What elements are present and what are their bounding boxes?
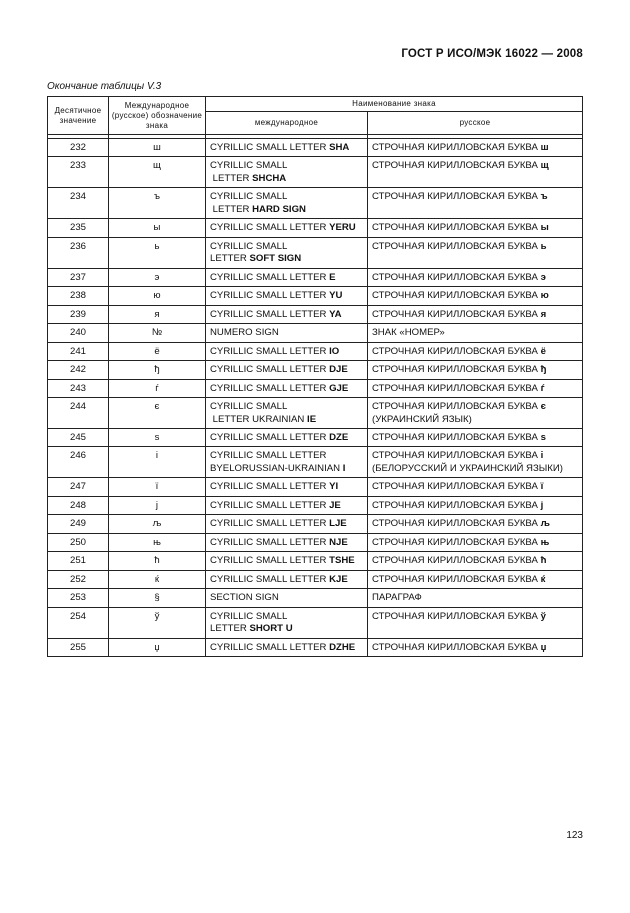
international-name-cell bbox=[206, 324, 368, 342]
russian-name-cell bbox=[368, 268, 583, 286]
international-name-text: CYRILLIC SMALL bbox=[210, 160, 288, 172]
russian-name-text: СТРОЧНАЯ КИРИЛЛОВСКАЯ БУКВА bbox=[372, 345, 541, 357]
international-name-cell bbox=[206, 342, 368, 360]
international-name-line bbox=[210, 241, 363, 253]
table-row bbox=[48, 342, 583, 360]
international-name-line bbox=[210, 450, 363, 462]
decimal-cell: 239 bbox=[48, 305, 109, 323]
decimal-cell: 249 bbox=[48, 515, 109, 533]
international-name-cell bbox=[206, 237, 368, 268]
document-header: ГОСТ Р ИСО/МЭК 16022 — 2008 bbox=[401, 48, 583, 60]
decimal-cell: 253 bbox=[48, 589, 109, 607]
international-name-line bbox=[210, 481, 363, 493]
table-row bbox=[48, 305, 583, 323]
symbol-cell: ї bbox=[109, 478, 206, 496]
international-name-line bbox=[210, 253, 363, 265]
decimal-cell: 238 bbox=[48, 287, 109, 305]
russian-name-line bbox=[372, 272, 578, 284]
international-name-bold: SHORT U bbox=[249, 623, 293, 635]
symbol-cell: ш bbox=[109, 139, 206, 157]
russian-name-text: СТРОЧНАЯ КИРИЛЛОВСКАЯ БУКВА bbox=[372, 573, 541, 585]
russian-name-line bbox=[372, 574, 578, 586]
russian-name-text: СТРОЧНАЯ КИРИЛЛОВСКАЯ БУКВА bbox=[372, 610, 541, 622]
russian-name-cell bbox=[368, 237, 583, 268]
russian-name-text: СТРОЧНАЯ КИРИЛЛОВСКАЯ БУКВА bbox=[372, 401, 541, 413]
international-name-bold: LJE bbox=[329, 518, 347, 530]
russian-name-bold: ў bbox=[540, 610, 546, 622]
russian-name-cell bbox=[368, 324, 583, 342]
russian-name-text: СТРОЧНАЯ КИРИЛЛОВСКАЯ БУКВА bbox=[372, 222, 541, 234]
international-name-bold: KJE bbox=[329, 573, 348, 585]
decimal-cell: 251 bbox=[48, 552, 109, 570]
international-name-line bbox=[210, 173, 363, 185]
russian-name-line: (БЕЛОРУССКИЙ И УКРАИНСКИЙ ЯЗЫКИ) bbox=[372, 462, 563, 474]
russian-name-cell bbox=[368, 570, 583, 588]
decimal-cell: 245 bbox=[48, 428, 109, 446]
decimal-cell: 247 bbox=[48, 478, 109, 496]
international-name-bold: YI bbox=[329, 481, 339, 493]
symbol-cell: ђ bbox=[109, 361, 206, 379]
character-table bbox=[47, 96, 583, 657]
russian-name-line: (УКРАИНСКИЙ ЯЗЫК) bbox=[372, 413, 472, 425]
international-name-line bbox=[210, 142, 363, 154]
russian-name-cell bbox=[368, 533, 583, 551]
header-russian: русское bbox=[368, 112, 583, 135]
russian-name-line bbox=[372, 290, 578, 302]
russian-name-text: СТРОЧНАЯ КИРИЛЛОВСКАЯ БУКВА bbox=[372, 142, 541, 153]
international-name-bold: YU bbox=[329, 290, 343, 302]
table-row bbox=[48, 533, 583, 551]
symbol-cell: ь bbox=[109, 237, 206, 268]
international-name-text: CYRILLIC SMALL LETTER bbox=[210, 222, 330, 234]
russian-name-bold: ь bbox=[540, 240, 547, 252]
russian-name-cell bbox=[368, 515, 583, 533]
russian-name-bold: ш bbox=[540, 142, 549, 153]
international-name-cell bbox=[206, 447, 368, 478]
international-name-bold: SHCHA bbox=[252, 172, 287, 184]
russian-name-cell bbox=[368, 305, 583, 323]
russian-name-bold: ё bbox=[540, 345, 546, 357]
russian-name-cell bbox=[368, 139, 583, 157]
russian-name-text: СТРОЧНАЯ КИРИЛЛОВСКАЯ БУКВА bbox=[372, 641, 541, 653]
symbol-cell: џ bbox=[109, 638, 206, 656]
russian-name-line bbox=[372, 450, 578, 462]
symbol-cell: э bbox=[109, 268, 206, 286]
table-row bbox=[48, 447, 583, 478]
international-name-text: CYRILLIC SMALL LETTER bbox=[210, 345, 330, 357]
table-row bbox=[48, 478, 583, 496]
russian-name-cell bbox=[368, 478, 583, 496]
decimal-cell: 234 bbox=[48, 188, 109, 219]
russian-name-cell bbox=[368, 188, 583, 219]
table-caption: Окончание таблицы V.3 bbox=[47, 81, 162, 92]
international-name-line bbox=[210, 611, 363, 623]
international-name-cell bbox=[206, 638, 368, 656]
international-name-cell bbox=[206, 188, 368, 219]
header-decimal: Десятичное значение bbox=[48, 97, 109, 135]
international-name-line bbox=[210, 463, 363, 475]
international-name-line bbox=[210, 642, 363, 654]
international-name-cell bbox=[206, 219, 368, 237]
russian-name-text: СТРОЧНАЯ КИРИЛЛОВСКАЯ БУКВА bbox=[372, 290, 541, 302]
russian-name-cell bbox=[368, 589, 583, 607]
russian-name-line bbox=[372, 309, 578, 321]
international-name-line bbox=[210, 500, 363, 512]
decimal-cell: 255 bbox=[48, 638, 109, 656]
russian-name-bold: љ bbox=[540, 518, 550, 530]
international-name-cell bbox=[206, 589, 368, 607]
symbol-cell: § bbox=[109, 589, 206, 607]
international-name-line bbox=[210, 383, 363, 395]
international-name-line bbox=[210, 346, 363, 358]
international-name-line bbox=[210, 309, 363, 321]
russian-name-bold: э bbox=[540, 271, 546, 283]
russian-name-line bbox=[372, 592, 578, 604]
symbol-cell: s bbox=[109, 428, 206, 446]
international-name-line bbox=[210, 272, 363, 284]
international-name-cell bbox=[206, 428, 368, 446]
international-name-line bbox=[210, 401, 363, 413]
international-name-line bbox=[210, 290, 363, 302]
symbol-cell: і bbox=[109, 447, 206, 478]
russian-name-cell bbox=[368, 287, 583, 305]
russian-name-bold: ї bbox=[540, 481, 544, 493]
russian-name-bold: я bbox=[540, 308, 547, 320]
international-name-bold: DZHE bbox=[329, 641, 356, 653]
international-name-cell bbox=[206, 570, 368, 588]
international-name-line bbox=[210, 592, 363, 604]
decimal-cell: 233 bbox=[48, 157, 109, 188]
international-name-text: CYRILLIC SMALL bbox=[210, 240, 288, 252]
international-name-bold: IE bbox=[307, 413, 317, 425]
table-row bbox=[48, 237, 583, 268]
international-name-bold: E bbox=[329, 271, 336, 283]
russian-name-cell bbox=[368, 342, 583, 360]
table-row bbox=[48, 607, 583, 638]
russian-name-line bbox=[372, 191, 578, 203]
international-name-line bbox=[210, 160, 363, 172]
international-name-text: CYRILLIC SMALL LETTER bbox=[210, 308, 330, 320]
russian-name-line bbox=[372, 327, 578, 339]
table-row bbox=[48, 552, 583, 570]
russian-name-cell bbox=[368, 361, 583, 379]
russian-name-line bbox=[372, 383, 578, 395]
international-name-line bbox=[210, 414, 363, 426]
symbol-cell: я bbox=[109, 305, 206, 323]
decimal-cell: 246 bbox=[48, 447, 109, 478]
russian-name-bold: ъ bbox=[540, 191, 548, 203]
russian-name-bold: є bbox=[540, 401, 546, 413]
table-row bbox=[48, 268, 583, 286]
international-name-line bbox=[210, 574, 363, 586]
russian-name-bold: ј bbox=[540, 499, 544, 511]
table-row bbox=[48, 188, 583, 219]
header-name: Наименование знака bbox=[206, 97, 583, 112]
russian-name-text: СТРОЧНАЯ КИРИЛЛОВСКАЯ БУКВА bbox=[372, 191, 541, 203]
russian-name-text: СТРОЧНАЯ КИРИЛЛОВСКАЯ БУКВА bbox=[372, 431, 541, 443]
russian-name-cell bbox=[368, 379, 583, 397]
international-name-cell bbox=[206, 515, 368, 533]
international-name-text: LETTER bbox=[210, 172, 253, 184]
russian-name-cell bbox=[368, 157, 583, 188]
international-name-text: CYRILLIC SMALL LETTER bbox=[210, 555, 330, 567]
russian-name-text: СТРОЧНАЯ КИРИЛЛОВСКАЯ БУКВА bbox=[372, 536, 541, 548]
international-name-cell bbox=[206, 287, 368, 305]
international-name-bold: IO bbox=[329, 345, 340, 357]
international-name-text: CYRILLIC SMALL LETTER bbox=[210, 481, 330, 493]
international-name-cell bbox=[206, 496, 368, 514]
russian-name-line bbox=[372, 481, 578, 493]
russian-name-text: СТРОЧНАЯ КИРИЛЛОВСКАЯ БУКВА bbox=[372, 450, 541, 462]
russian-name-bold: ќ bbox=[540, 573, 546, 585]
symbol-cell: љ bbox=[109, 515, 206, 533]
international-name-bold: SHA bbox=[329, 142, 350, 153]
russian-name-text: ПАРАГРАФ bbox=[372, 592, 422, 604]
symbol-cell: щ bbox=[109, 157, 206, 188]
russian-name-text: СТРОЧНАЯ КИРИЛЛОВСКАЯ БУКВА bbox=[372, 555, 541, 567]
international-name-line bbox=[210, 191, 363, 203]
decimal-cell: 236 bbox=[48, 237, 109, 268]
decimal-cell: 241 bbox=[48, 342, 109, 360]
international-name-bold: I bbox=[342, 462, 346, 474]
russian-name-text: СТРОЧНАЯ КИРИЛЛОВСКАЯ БУКВА bbox=[372, 382, 541, 394]
table-row bbox=[48, 398, 583, 429]
international-name-text: CYRILLIC SMALL bbox=[210, 401, 288, 413]
table-row bbox=[48, 379, 583, 397]
russian-name-line bbox=[372, 500, 578, 512]
international-name-bold: DZE bbox=[329, 431, 349, 443]
russian-name-text: СТРОЧНАЯ КИРИЛЛОВСКАЯ БУКВА bbox=[372, 481, 541, 493]
symbol-cell: ю bbox=[109, 287, 206, 305]
international-name-line bbox=[210, 432, 363, 444]
russian-name-cell bbox=[368, 638, 583, 656]
international-name-text: SECTION SIGN bbox=[210, 592, 279, 604]
russian-name-line bbox=[372, 537, 578, 549]
symbol-cell: њ bbox=[109, 533, 206, 551]
international-name-cell bbox=[206, 139, 368, 157]
russian-name-line bbox=[372, 142, 578, 154]
international-name-cell bbox=[206, 398, 368, 429]
international-name-cell bbox=[206, 607, 368, 638]
international-name-cell bbox=[206, 157, 368, 188]
decimal-cell: 235 bbox=[48, 219, 109, 237]
russian-name-line bbox=[372, 611, 578, 623]
russian-name-line bbox=[372, 555, 578, 567]
russian-name-bold: і bbox=[540, 450, 544, 462]
international-name-cell bbox=[206, 533, 368, 551]
international-name-line bbox=[210, 518, 363, 530]
decimal-cell: 242 bbox=[48, 361, 109, 379]
international-name-bold: YERU bbox=[329, 222, 356, 234]
russian-name-cell bbox=[368, 398, 583, 429]
russian-name-cell bbox=[368, 552, 583, 570]
table-row bbox=[48, 361, 583, 379]
russian-name-text: СТРОЧНАЯ КИРИЛЛОВСКАЯ БУКВА bbox=[372, 364, 541, 376]
international-name-line bbox=[210, 537, 363, 549]
international-name-text: CYRILLIC SMALL LETTER bbox=[210, 382, 330, 394]
symbol-cell: № bbox=[109, 324, 206, 342]
russian-name-text: СТРОЧНАЯ КИРИЛЛОВСКАЯ БУКВА bbox=[372, 499, 541, 511]
international-name-text: CYRILLIC SMALL bbox=[210, 191, 288, 203]
russian-name-text: СТРОЧНАЯ КИРИЛЛОВСКАЯ БУКВА bbox=[372, 308, 541, 320]
table-row bbox=[48, 219, 583, 237]
international-name-line bbox=[210, 623, 363, 635]
russian-name-bold: ю bbox=[540, 290, 549, 302]
russian-name-text: ЗНАК «НОМЕР» bbox=[372, 327, 445, 339]
international-name-bold: GJE bbox=[329, 382, 349, 394]
russian-name-line bbox=[372, 346, 578, 358]
international-name-text: CYRILLIC SMALL LETTER bbox=[210, 573, 330, 585]
russian-name-text: СТРОЧНАЯ КИРИЛЛОВСКАЯ БУКВА bbox=[372, 160, 541, 172]
table-row bbox=[48, 157, 583, 188]
symbol-cell: ъ bbox=[109, 188, 206, 219]
russian-name-cell bbox=[368, 219, 583, 237]
russian-name-bold: ћ bbox=[540, 555, 547, 567]
russian-name-line bbox=[372, 160, 578, 172]
russian-name-bold: ѓ bbox=[540, 382, 545, 394]
symbol-cell: ё bbox=[109, 342, 206, 360]
international-name-text: LETTER bbox=[210, 623, 250, 635]
table-row bbox=[48, 515, 583, 533]
international-name-line bbox=[210, 327, 363, 339]
international-name-text: CYRILLIC SMALL LETTER bbox=[210, 641, 330, 653]
table-row bbox=[48, 428, 583, 446]
decimal-cell: 254 bbox=[48, 607, 109, 638]
international-name-bold: JE bbox=[329, 499, 341, 511]
page-number: 123 bbox=[566, 830, 583, 841]
international-name-text: CYRILLIC SMALL LETTER bbox=[210, 536, 330, 548]
international-name-text: CYRILLIC SMALL LETTER bbox=[210, 364, 330, 376]
russian-name-text: СТРОЧНАЯ КИРИЛЛОВСКАЯ БУКВА bbox=[372, 240, 541, 252]
russian-name-line bbox=[372, 518, 578, 530]
symbol-cell: є bbox=[109, 398, 206, 429]
russian-name-cell bbox=[368, 428, 583, 446]
decimal-cell: 232 bbox=[48, 139, 109, 157]
russian-name-line bbox=[372, 364, 578, 376]
international-name-text: LETTER bbox=[210, 203, 253, 215]
international-name-text: CYRILLIC SMALL LETTER bbox=[210, 518, 330, 530]
international-name-text: CYRILLIC SMALL LETTER bbox=[210, 142, 330, 153]
symbol-cell: ѓ bbox=[109, 379, 206, 397]
russian-name-bold: s bbox=[540, 431, 546, 443]
russian-name-cell bbox=[368, 496, 583, 514]
russian-name-line bbox=[372, 401, 578, 413]
symbol-cell: ј bbox=[109, 496, 206, 514]
international-name-text: CYRILLIC SMALL LETTER bbox=[210, 499, 330, 511]
international-name-line bbox=[210, 222, 363, 234]
international-name-cell bbox=[206, 268, 368, 286]
international-name-bold: DJE bbox=[329, 364, 348, 376]
symbol-cell: ы bbox=[109, 219, 206, 237]
russian-name-cell bbox=[368, 607, 583, 638]
international-name-line bbox=[210, 204, 363, 216]
international-name-bold: SOFT SIGN bbox=[249, 253, 302, 265]
decimal-cell: 250 bbox=[48, 533, 109, 551]
international-name-cell bbox=[206, 305, 368, 323]
international-name-text: CYRILLIC SMALL LETTER bbox=[210, 290, 330, 302]
international-name-line bbox=[210, 555, 363, 567]
table-row bbox=[48, 638, 583, 656]
russian-name-line bbox=[372, 241, 578, 253]
russian-name-text: СТРОЧНАЯ КИРИЛЛОВСКАЯ БУКВА bbox=[372, 271, 541, 283]
decimal-cell: 244 bbox=[48, 398, 109, 429]
decimal-cell: 240 bbox=[48, 324, 109, 342]
international-name-text: CYRILLIC SMALL LETTER bbox=[210, 431, 330, 443]
russian-name-bold: ы bbox=[540, 222, 549, 234]
russian-name-line bbox=[372, 432, 578, 444]
symbol-cell: ў bbox=[109, 607, 206, 638]
table-row bbox=[48, 139, 583, 157]
russian-name-text: СТРОЧНАЯ КИРИЛЛОВСКАЯ БУКВА bbox=[372, 518, 541, 530]
russian-name-bold: щ bbox=[540, 160, 549, 172]
table-row bbox=[48, 589, 583, 607]
international-name-text: CYRILLIC SMALL bbox=[210, 610, 288, 622]
international-name-line bbox=[210, 364, 363, 376]
header-international: международное bbox=[206, 112, 368, 135]
decimal-cell: 237 bbox=[48, 268, 109, 286]
symbol-cell: ќ bbox=[109, 570, 206, 588]
table-header-row bbox=[48, 97, 583, 112]
russian-name-line bbox=[372, 642, 578, 654]
russian-name-cell bbox=[368, 447, 583, 478]
table-row bbox=[48, 496, 583, 514]
international-name-bold: HARD SIGN bbox=[252, 203, 306, 215]
international-name-bold: TSHE bbox=[329, 555, 355, 567]
international-name-bold: NJE bbox=[329, 536, 348, 548]
table-body bbox=[48, 139, 583, 657]
international-name-text: LETTER bbox=[210, 253, 250, 265]
international-name-bold: YA bbox=[329, 308, 342, 320]
international-name-text: CYRILLIC SMALL LETTER bbox=[210, 271, 330, 283]
international-name-text: LETTER UKRAINIAN bbox=[210, 413, 308, 425]
russian-name-bold: џ bbox=[540, 641, 547, 653]
international-name-cell bbox=[206, 552, 368, 570]
international-name-text: CYRILLIC SMALL LETTER bbox=[210, 450, 327, 462]
symbol-cell: ћ bbox=[109, 552, 206, 570]
russian-name-bold: ђ bbox=[540, 364, 547, 376]
table-row bbox=[48, 287, 583, 305]
international-name-cell bbox=[206, 361, 368, 379]
table-row bbox=[48, 324, 583, 342]
international-name-cell bbox=[206, 478, 368, 496]
russian-name-bold: њ bbox=[540, 536, 550, 548]
international-name-text: BYELORUSSIAN-UKRAINIAN bbox=[210, 462, 343, 474]
international-name-cell bbox=[206, 379, 368, 397]
russian-name-line bbox=[372, 222, 578, 234]
decimal-cell: 252 bbox=[48, 570, 109, 588]
international-name-text: NUMERO SIGN bbox=[210, 327, 279, 339]
table-row bbox=[48, 570, 583, 588]
header-designation: Международное (русское) обозначение знака bbox=[109, 97, 206, 135]
decimal-cell: 248 bbox=[48, 496, 109, 514]
decimal-cell: 243 bbox=[48, 379, 109, 397]
